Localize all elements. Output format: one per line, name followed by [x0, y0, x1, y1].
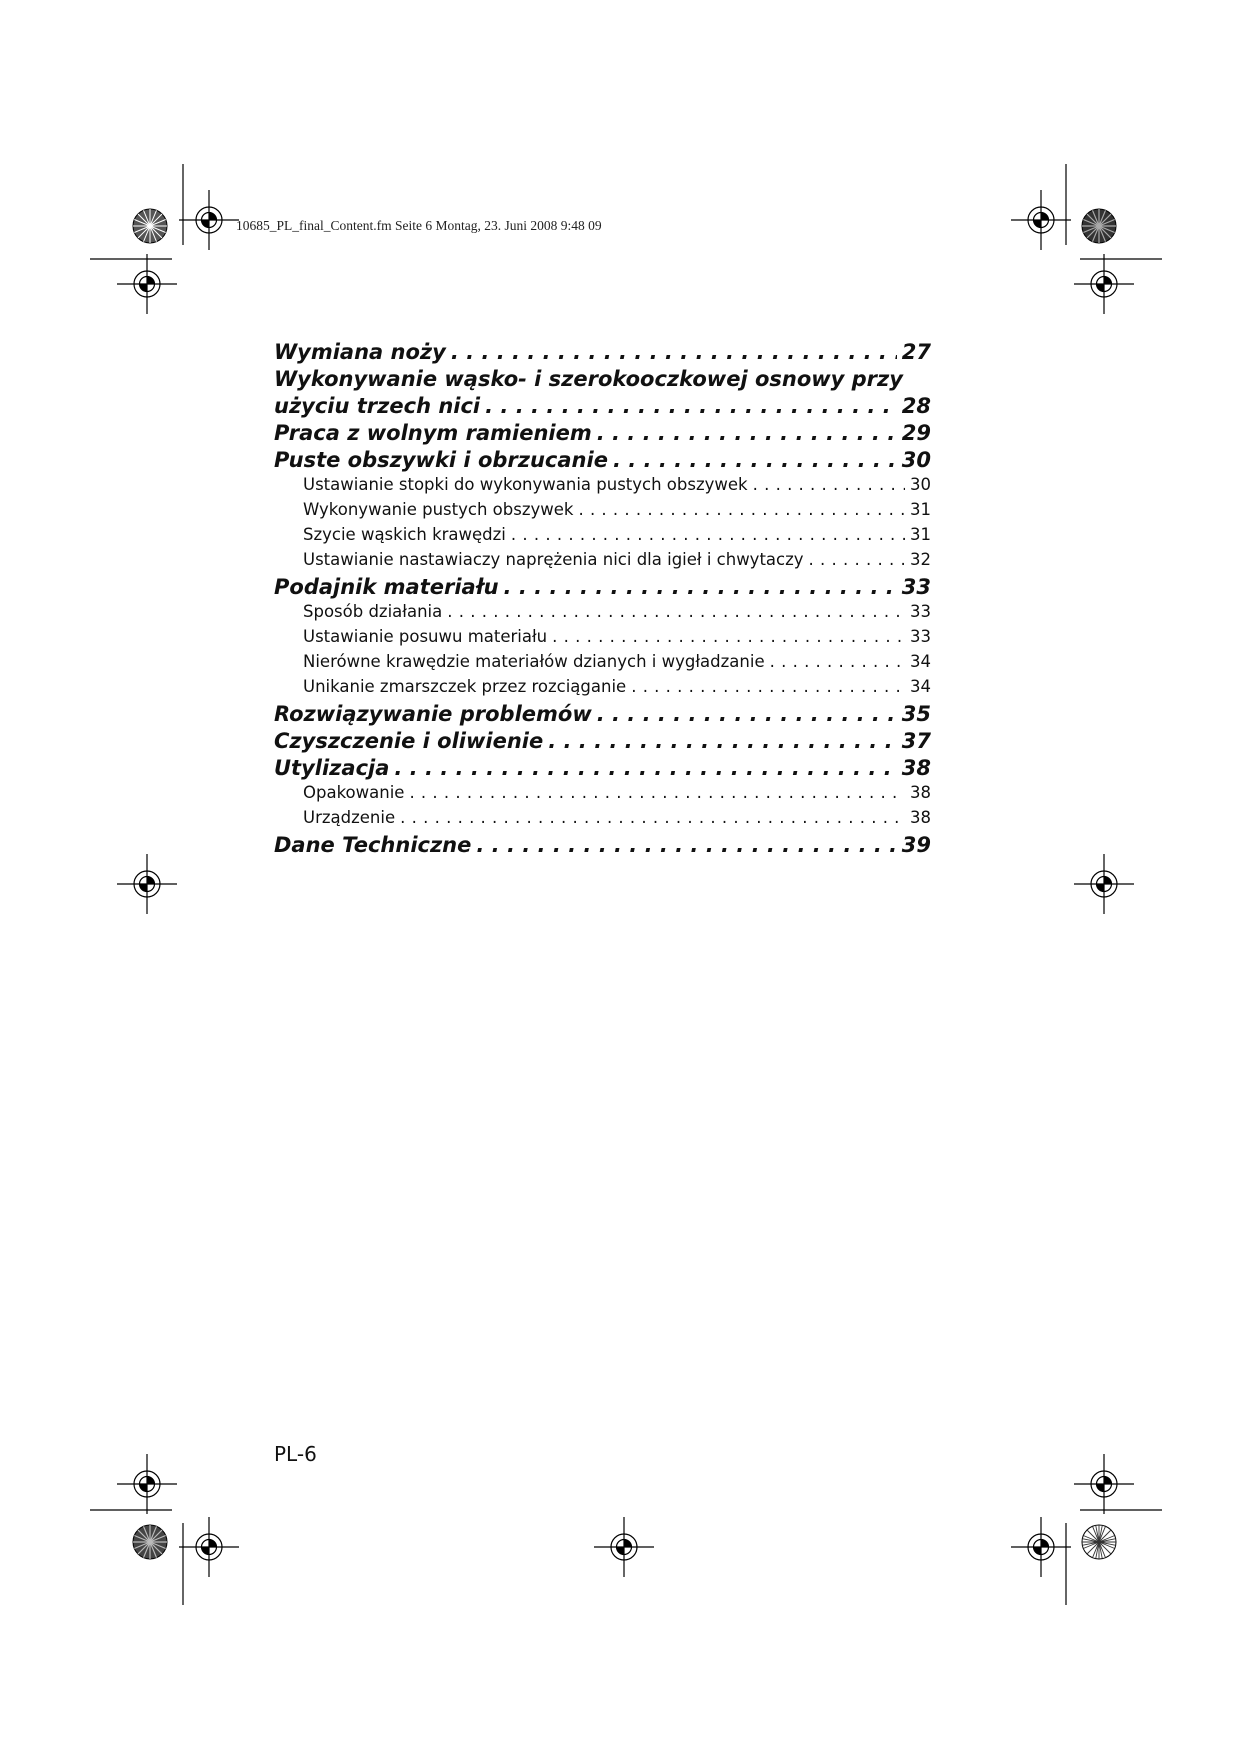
dot-leader [504, 575, 897, 599]
toc-entry-title: Puste obszywki i obrzucanie [274, 448, 608, 472]
toc-subentry-sposob[interactable] [274, 602, 931, 627]
toc-entry-page: 28 [901, 394, 931, 418]
toc-subentry-page: 32 [910, 550, 931, 569]
toc-subentry-page: 38 [910, 808, 931, 827]
toc-entry-puste[interactable] [274, 448, 931, 475]
toc-subentry-page: 34 [910, 677, 931, 696]
toc-entry-page: 39 [901, 833, 931, 857]
toc-entry-title: Dane Techniczne [274, 833, 472, 857]
toc-entry-page: 35 [901, 702, 931, 726]
toc-entry-title: Utylizacja [274, 756, 390, 780]
toc-entry-page: 27 [901, 340, 931, 364]
toc-entry-utylizacja[interactable] [274, 756, 931, 783]
dot-leader [400, 808, 905, 827]
toc-subentry-title: Sposób działania [303, 602, 443, 621]
toc-subentry-title: Ustawianie posuwu materiału [303, 627, 548, 646]
toc-subentry-urzadzenie[interactable] [274, 808, 931, 833]
dot-leader [394, 756, 896, 780]
toc-entry-rozwiazywanie[interactable] [274, 702, 931, 729]
toc-subentry-title: Ustawianie nastawiaczy naprężenia nici dla igieł i chwytaczy [303, 550, 804, 569]
toc-subentry-nastawiacze[interactable] [274, 550, 931, 575]
toc-subentry-title: Unikanie zmarszczek przez rozciąganie [303, 677, 627, 696]
toc-entry-wykonywanie[interactable] [274, 394, 931, 421]
dot-leader [597, 421, 897, 445]
toc-subentry-page: 30 [910, 475, 931, 494]
toc-subentry-title: Wykonywanie pustych obszywek [303, 500, 574, 519]
dot-leader [548, 729, 897, 753]
dot-leader [770, 652, 905, 671]
toc-subentry-page: 33 [910, 627, 931, 646]
toc-subentry-page: 31 [910, 525, 931, 544]
toc-subentry-page: 34 [910, 652, 931, 671]
dot-leader [552, 627, 905, 646]
toc-subentry-title: Nierówne krawędzie materiałów dzianych i wygładzanie [303, 652, 765, 671]
toc-entry-title: Czyszczenie i oliwienie [274, 729, 544, 753]
dot-leader [613, 448, 897, 472]
toc-subentry-nierowne[interactable] [274, 652, 931, 677]
toc-subentry-title: Szycie wąskich krawędzi [303, 525, 506, 544]
toc-entry-page: 30 [901, 448, 931, 472]
page-number: PL-6 [274, 1442, 317, 1466]
toc-subentry-title: Ustawianie stopki do wykonywania pustych obszywek [303, 475, 748, 494]
toc-subentry-title: Opakowanie [303, 783, 405, 802]
toc-subentry-unikanie[interactable] [274, 677, 931, 702]
toc-subentry-page: 38 [910, 783, 931, 802]
toc-entry-wykonywanie-line1[interactable] [274, 367, 931, 394]
toc-entry-dane[interactable] [274, 833, 931, 860]
toc-entry-title: Wykonywanie wąsko- i szerokooczkowej osnowy przy [274, 367, 903, 391]
dot-leader [447, 602, 905, 621]
dot-leader [409, 783, 905, 802]
toc-subentry-page: 31 [910, 500, 931, 519]
toc-entry-title: Podajnik materiału [274, 575, 499, 599]
dot-leader [451, 340, 897, 364]
toc-entry-title: Praca z wolnym ramieniem [274, 421, 592, 445]
toc-subentry-title: Urządzenie [303, 808, 396, 827]
dot-leader [476, 833, 896, 857]
dot-leader [511, 525, 905, 544]
toc-subentry-ustawianie-stopki[interactable] [274, 475, 931, 500]
toc-entry-page: 38 [901, 756, 931, 780]
toc-entry-praca[interactable] [274, 421, 931, 448]
toc-entry-title: Wymiana noży [274, 340, 446, 364]
toc-subentry-wykonywanie-pustych[interactable] [274, 500, 931, 525]
dot-leader [631, 677, 905, 696]
toc-subentry-posuw[interactable] [274, 627, 931, 652]
table-of-contents [274, 340, 931, 860]
toc-entry-czyszczenie[interactable] [274, 729, 931, 756]
toc-entry-page: 29 [901, 421, 931, 445]
toc-entry-title-cont: użyciu trzech nici [274, 394, 481, 418]
file-info-header: 10685_PL_final_Content.fm Seite 6 Montag, 23. Juni 2008 9:48 09 [236, 218, 602, 233]
dot-leader [578, 500, 905, 519]
toc-subentry-opakowanie[interactable] [274, 783, 931, 808]
toc-subentry-page: 33 [910, 602, 931, 621]
toc-entry-page: 37 [901, 729, 931, 753]
toc-entry-wymiana[interactable] [274, 340, 931, 367]
toc-entry-title: Rozwiązywanie problemów [274, 702, 592, 726]
dot-leader [485, 394, 897, 418]
toc-entry-page: 33 [901, 575, 931, 599]
dot-leader [597, 702, 897, 726]
toc-entry-podajnik[interactable] [274, 575, 931, 602]
toc-subentry-szycie[interactable] [274, 525, 931, 550]
dot-leader [753, 475, 905, 494]
dot-leader [809, 550, 905, 569]
